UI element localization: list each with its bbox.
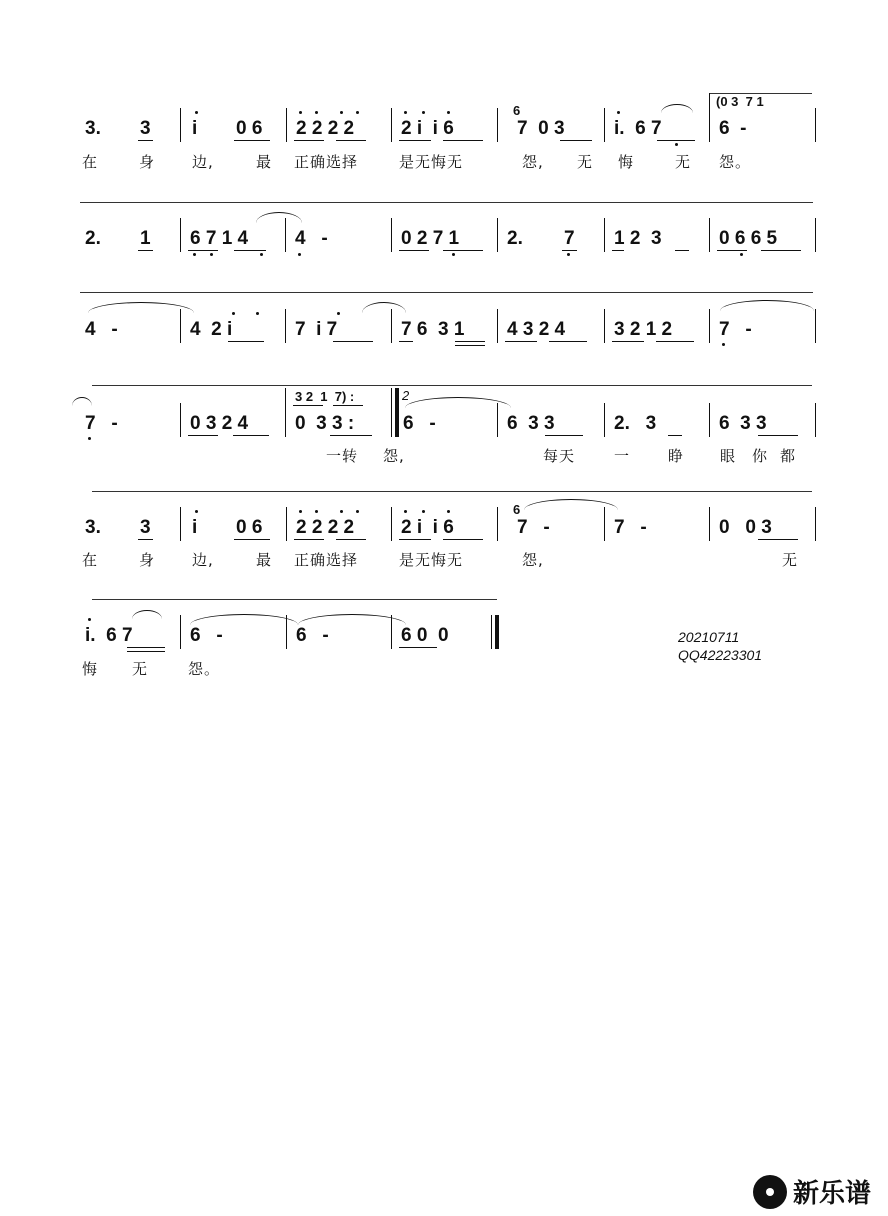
note: 0 2 7 1 — [401, 228, 460, 249]
repeat-bar — [395, 388, 399, 437]
note: 0 6 — [236, 517, 263, 538]
lyric: 是无悔无 — [399, 153, 464, 171]
staff-line — [80, 202, 813, 203]
lyric: 无 — [675, 153, 692, 171]
note: 2. — [507, 228, 523, 249]
note: 3 2 1 2 — [614, 319, 673, 340]
lyric: 身 — [139, 551, 156, 569]
bar-line — [391, 108, 392, 142]
note: 3. — [85, 118, 101, 139]
final-bar — [495, 615, 499, 649]
note: i. 6 7 — [614, 118, 662, 139]
note: 2. — [85, 228, 101, 249]
lyric: 身 — [139, 153, 156, 171]
lyric: 每天 — [543, 447, 576, 465]
octave-dot — [195, 111, 198, 114]
lyric: 正确选择 — [294, 551, 359, 569]
lyric: 悔 — [82, 660, 99, 678]
lyric: 是无悔无 — [399, 551, 464, 569]
lyric: 在 — [82, 153, 99, 171]
lyric: 无 — [782, 551, 799, 569]
note: 0 3 3 : — [295, 413, 355, 434]
underline — [138, 140, 153, 141]
note: 0 6 6 5 — [719, 228, 778, 249]
staff-line — [92, 385, 812, 386]
note: 1 2 3 — [614, 228, 662, 249]
note: 2 i i 6 — [401, 118, 454, 139]
lyric: 怨, — [522, 153, 544, 171]
staff-line — [92, 599, 497, 600]
lyric: 你 — [752, 447, 769, 465]
note: 4 - — [85, 319, 118, 340]
lyric: 悔 — [618, 153, 635, 171]
pickup-notes: (0 3 7 1 — [716, 94, 764, 109]
note: i — [192, 118, 198, 139]
note: 7 0 3 — [517, 118, 565, 139]
note: 6 - — [296, 625, 329, 646]
lyric: 最 — [256, 551, 273, 569]
bar-line — [180, 108, 181, 142]
note: 7 - — [614, 517, 647, 538]
lyric: 正确选择 — [294, 153, 359, 171]
note: 7 - — [719, 319, 752, 340]
lyric: 边, — [192, 153, 214, 171]
brand-name: 新乐谱 — [793, 1179, 872, 1209]
bar-line — [497, 108, 498, 142]
note: 4 - — [295, 228, 328, 249]
lyric: 边, — [192, 551, 214, 569]
bar-line — [604, 108, 605, 142]
pickup-notes: 3 2 1 7) : — [295, 389, 355, 404]
lyric: 在 — [82, 551, 99, 569]
bar-line — [286, 108, 287, 142]
note: i — [192, 517, 198, 538]
note: 4 2 i — [190, 319, 233, 340]
note: 1 — [140, 228, 151, 249]
date-text: 20210711 — [678, 629, 740, 645]
note: 6 3 3 — [507, 413, 555, 434]
note: 2 2 2 2 — [296, 517, 355, 538]
lyric: 怨, — [522, 551, 544, 569]
note: 4 3 2 4 — [507, 319, 566, 340]
qq-text: QQ42223301 — [678, 647, 763, 664]
bar-line — [709, 93, 710, 142]
note: 3 — [140, 118, 151, 139]
lyric: 都 — [780, 447, 797, 465]
ending-label: 2 — [402, 388, 410, 403]
note: 3 — [140, 517, 151, 538]
lyric: 睁 — [668, 447, 685, 465]
slur — [661, 104, 693, 113]
brand-logo — [753, 1173, 871, 1210]
note: 0 6 — [236, 118, 263, 139]
lyric: 怨。 — [188, 660, 221, 678]
record-icon — [753, 1175, 787, 1209]
lyric: 怨。 — [719, 153, 752, 171]
note: 6 7 1 4 — [190, 228, 249, 249]
note: 0 3 2 4 — [190, 413, 249, 434]
note: 2. 3 — [614, 413, 657, 434]
lyric: 无 — [577, 153, 594, 171]
lyric: 无 — [132, 660, 149, 678]
note: 7 - — [517, 517, 550, 538]
note: 6 0 0 — [401, 625, 449, 646]
lyric: 一 — [614, 447, 631, 465]
lyric: 最 — [256, 153, 273, 171]
note: 6 - — [190, 625, 223, 646]
note: i. 6 7 — [85, 625, 133, 646]
note: 7 - — [85, 413, 118, 434]
note: 6 - — [403, 413, 436, 434]
note: 6 - — [719, 118, 747, 139]
underline — [234, 140, 270, 141]
lyric: 怨, — [383, 447, 405, 465]
lyric: 眼 — [720, 447, 737, 465]
grace-note: 6 — [513, 103, 521, 118]
staff-line — [92, 491, 812, 492]
note: 7 i 7 — [295, 319, 338, 340]
note: 3. — [85, 517, 101, 538]
note: 7 — [564, 228, 575, 249]
staff-line — [80, 292, 813, 293]
note: 6 3 3 — [719, 413, 767, 434]
bar-line — [815, 108, 816, 142]
date-note — [678, 628, 762, 664]
lyric: 一转 — [326, 447, 359, 465]
note: 7 6 3 1 — [401, 319, 465, 340]
note: 0 0 3 — [719, 517, 772, 538]
note: 2 i i 6 — [401, 517, 454, 538]
note: 2 2 2 2 — [296, 118, 355, 139]
grace-note: 6 — [513, 502, 521, 517]
